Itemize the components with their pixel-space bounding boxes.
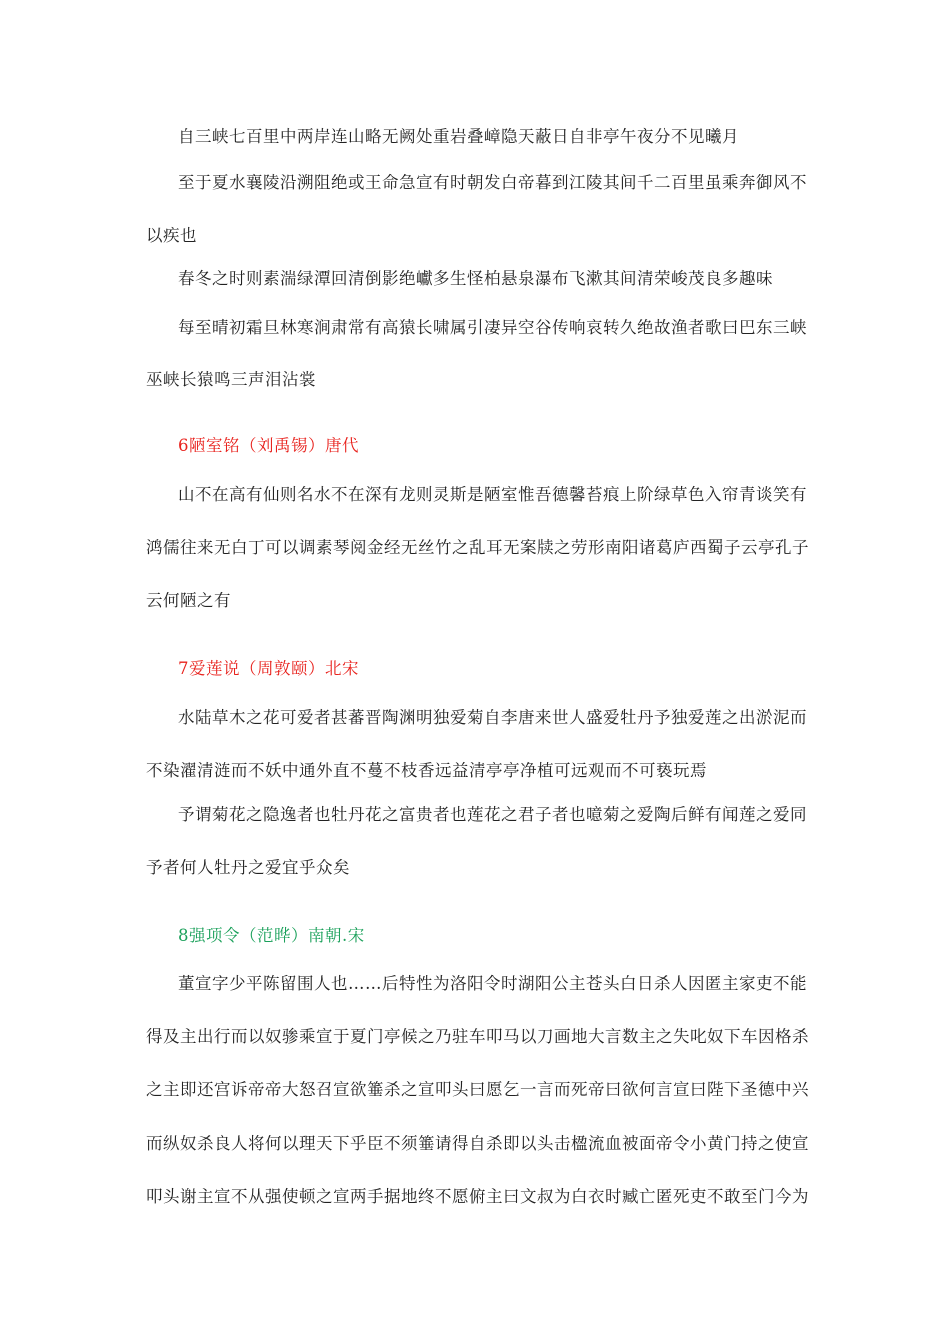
sanxia-paragraph-3: 春冬之时则素湍绿潭回清倒影绝巘多生怪柏悬泉瀑布飞漱其间清荣峻茂良多趣味 (178, 269, 773, 288)
ailianshuo-paragraph-2-line-2: 予者何人牡丹之爱宜乎众矣 (146, 858, 350, 877)
loushiming-line-3: 云何陋之有 (146, 591, 231, 610)
loushiming-line-2: 鸿儒往来无白丁可以调素琴阅金经无丝竹之乱耳无案牍之劳形南阳诸葛庐西蜀子云亭孔子 (146, 538, 809, 557)
qiangxiangling-line-3: 之主即还宫诉帝帝大怒召宣欲箠杀之宣叩头曰愿乞一言而死帝曰欲何言宣曰陛下圣德中兴 (146, 1080, 809, 1099)
qiangxiangling-line-5: 叩头谢主宣不从强使顿之宣两手据地终不愿俯主曰文叔为白衣时臧亡匿死吏不敢至门今为 (146, 1187, 809, 1206)
section-title-qiangxiangling: 8强项令（范晔）南朝.宋 (178, 926, 365, 945)
sanxia-paragraph-4-line-2: 巫峡长猿鸣三声泪沾裳 (146, 370, 316, 389)
loushiming-line-1: 山不在高有仙则名水不在深有龙则灵斯是陋室惟吾德馨苔痕上阶绿草色入帘青谈笑有 (178, 485, 807, 504)
ailianshuo-paragraph-1-line-2: 不染濯清涟而不妖中通外直不蔓不枝香远益清亭亭净植可远观而不可亵玩焉 (146, 761, 707, 780)
section-title-ailianshuo: 7爱莲说（周敦颐）北宋 (178, 659, 359, 678)
sanxia-paragraph-4-line-1: 每至晴初霜旦林寒涧肃常有高猿长啸属引凄异空谷传响哀转久绝故渔者歌曰巴东三峡 (178, 318, 807, 337)
sanxia-paragraph-2-line-2: 以疾也 (146, 226, 197, 245)
qiangxiangling-line-1: 董宣字少平陈留围人也……后特性为洛阳令时湖阳公主苍头白日杀人因匿主家吏不能 (178, 974, 807, 993)
section-title-loushiming: 6陋室铭（刘禹锡）唐代 (178, 436, 359, 455)
qiangxiangling-line-2: 得及主出行而以奴骖乘宣于夏门亭候之乃驻车叩马以刀画地大言数主之失叱奴下车因格杀 (146, 1027, 809, 1046)
sanxia-paragraph-2-line-1: 至于夏水襄陵沿溯阻绝或王命急宣有时朝发白帝暮到江陵其间千二百里虽乘奔御风不 (178, 173, 807, 192)
ailianshuo-paragraph-2-line-1: 予谓菊花之隐逸者也牡丹花之富贵者也莲花之君子者也噫菊之爱陶后鲜有闻莲之爱同 (178, 805, 807, 824)
ailianshuo-paragraph-1-line-1: 水陆草木之花可爱者甚蕃晋陶渊明独爱菊自李唐来世人盛爱牡丹予独爱莲之出淤泥而 (178, 708, 807, 727)
sanxia-paragraph-1: 自三峡七百里中两岸连山略无阙处重岩叠嶂隐天蔽日自非亭午夜分不见曦月 (178, 127, 739, 146)
qiangxiangling-line-4: 而纵奴杀良人将何以理天下乎臣不须箠请得自杀即以头击楹流血被面帝令小黄门持之使宣 (146, 1134, 809, 1153)
